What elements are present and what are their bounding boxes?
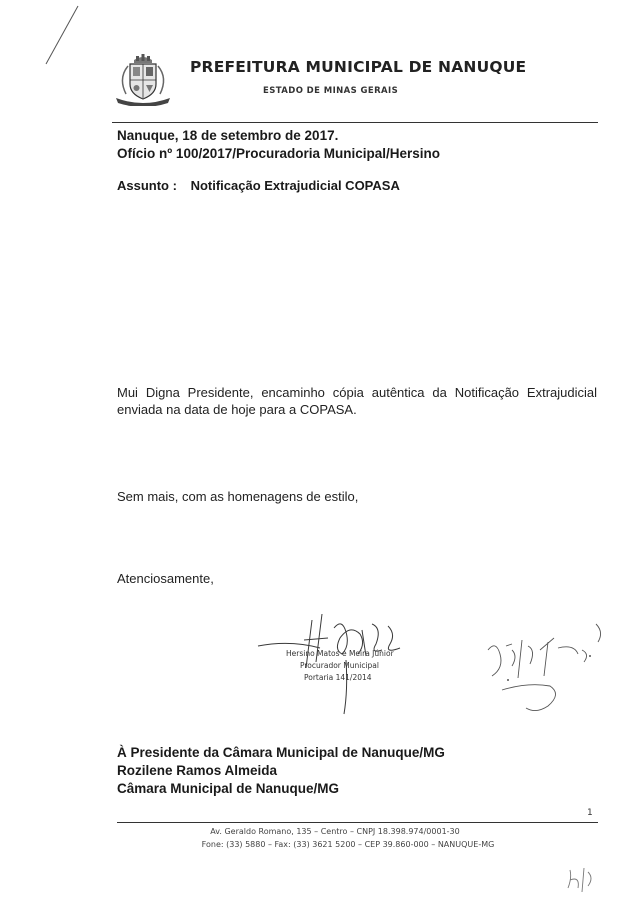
- page-number: 1: [587, 808, 593, 818]
- municipal-coat-of-arms-icon: [112, 54, 174, 106]
- handwritten-initials: [560, 858, 600, 898]
- pen-stroke-mark: [40, 2, 90, 72]
- subject-value: Notificação Extrajudicial COPASA: [190, 178, 400, 193]
- footer-contact: Fone: (33) 5880 – Fax: (33) 3621 5200 – CEP 39.860-000 – NANUQUE-MG: [201, 840, 495, 849]
- organization-name: PREFEITURA MUNICIPAL DE NANUQUE: [190, 58, 527, 76]
- courtesy-paragraph: Sem mais, com as homenagens de estilo,: [117, 489, 359, 504]
- signatory-title: Procurador Municipal: [300, 661, 379, 670]
- footer-address: Av. Geraldo Romano, 135 – Centro – CNPJ 18.398.974/0001-30: [210, 827, 460, 836]
- recipient-institution: Câmara Municipal de Nanuque/MG: [117, 781, 340, 796]
- letter-date: Nanuque, 18 de setembro de 2017.: [117, 128, 339, 143]
- signatory-ordinance: Portaria 141/2014: [304, 673, 372, 682]
- subject-label: Assunto :: [117, 178, 177, 193]
- body-paragraph: Mui Digna Presidente, encaminho cópia autêntica da Notificação Extrajudicial enviada na data de hoje para a COPASA.: [117, 385, 597, 417]
- office-reference: Ofício nº 100/2017/Procuradoria Municipal/Hersino: [117, 146, 441, 161]
- signatory-name: Hersino Matos e Meira Júnior: [286, 649, 394, 658]
- subject-line: [117, 178, 400, 193]
- recipient-name: Rozilene Ramos Almeida: [117, 763, 278, 778]
- footer-divider: [117, 822, 598, 823]
- organization-state: ESTADO DE MINAS GERAIS: [263, 86, 399, 96]
- recipient-title: À Presidente da Câmara Municipal de Nanuque/MG: [117, 745, 445, 760]
- header-divider: [112, 122, 598, 123]
- handwritten-receipt-note: [478, 620, 608, 730]
- closing-salutation: Atenciosamente,: [117, 571, 214, 586]
